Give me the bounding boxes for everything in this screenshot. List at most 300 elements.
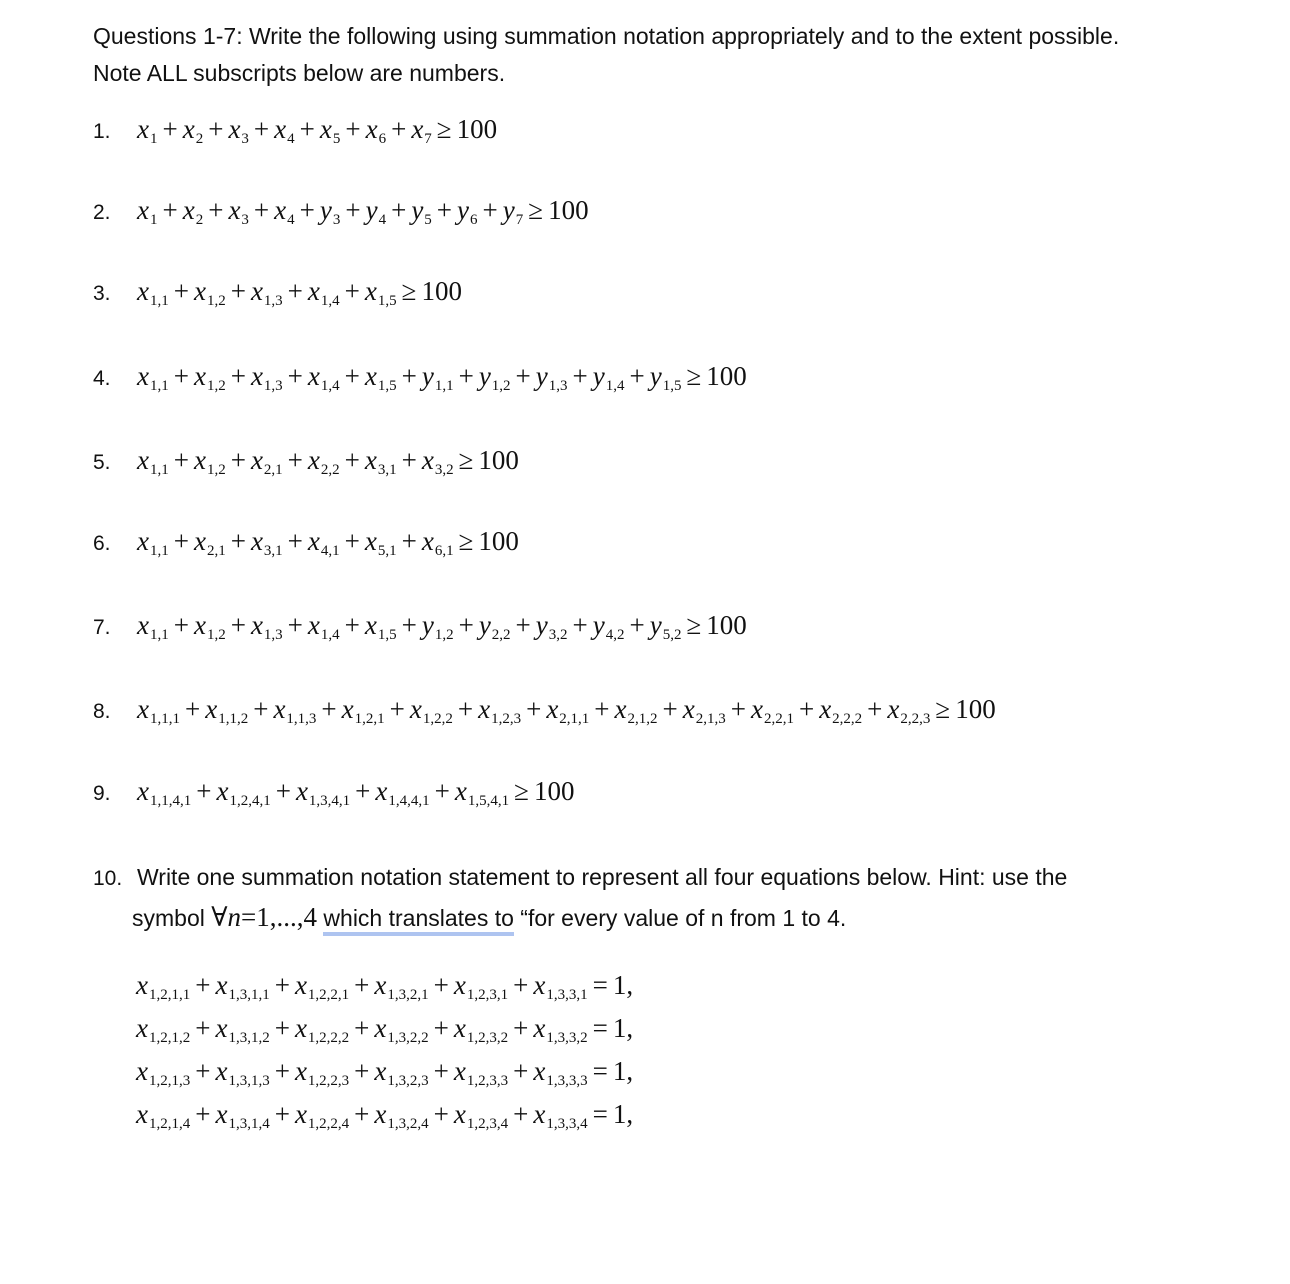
- variable-term: $x_{1,3,1,2}$: [215, 1013, 270, 1046]
- variable-term: $x_{1,2,4,1}$: [216, 776, 271, 809]
- plus-sign: +: [401, 526, 417, 556]
- plus-sign: +: [629, 610, 645, 640]
- plus-sign: +: [354, 1099, 370, 1129]
- relation-sign: ≥: [401, 276, 417, 306]
- plus-sign: +: [173, 526, 189, 556]
- subscript: 5,1: [377, 543, 397, 559]
- question-item: [93, 610, 747, 654]
- variable-term: $y_5$: [411, 195, 432, 228]
- plus-sign: +: [162, 195, 178, 225]
- variable-term: $x_{1,3,1,4}$: [215, 1099, 270, 1132]
- relation-sign: ≥: [686, 610, 702, 640]
- subscript: 1,1: [149, 627, 169, 643]
- variable-term: $x_{6,1}$: [421, 526, 454, 559]
- plus-sign: +: [355, 776, 371, 806]
- subscript: 1,4: [320, 627, 340, 643]
- variable-term: $y_7$: [502, 195, 524, 228]
- subscript: 1,2,1,1: [148, 987, 191, 1003]
- variable-term: $x_{3,1}$: [250, 526, 283, 559]
- variable-term: $y_{3,2}$: [535, 610, 568, 643]
- subscript: 1,2: [434, 627, 454, 643]
- question-number: 9.: [93, 782, 111, 805]
- highlighted-text[interactable]: which translates to: [323, 905, 513, 936]
- system-equation: [136, 1013, 633, 1056]
- plus-sign: +: [391, 195, 407, 225]
- subscript: 2,2: [491, 627, 511, 643]
- variable-term: $x_{1,1}$: [137, 610, 169, 643]
- variable-term: $x_{1,2,1}$: [341, 694, 385, 727]
- variable-term: $x_{1,2}$: [193, 610, 226, 643]
- variable-term: $x_{1,2,3,2}$: [453, 1013, 509, 1046]
- variable-term: $x_{1,2,2}$: [409, 694, 453, 727]
- subscript: 1,3,3,3: [546, 1073, 588, 1089]
- subscript: 1,2,2,1: [307, 987, 350, 1003]
- variable-term: $y_{4,2}$: [592, 610, 625, 643]
- equation: [137, 445, 519, 479]
- subscript: 1,3,1,4: [228, 1116, 270, 1132]
- relation-sign: =: [592, 1056, 608, 1086]
- variable-term: $x_{2,1,3}$: [682, 694, 726, 727]
- plus-sign: +: [230, 276, 246, 306]
- plus-sign: +: [515, 610, 531, 640]
- variable-term: $y_{1,4}$: [592, 361, 625, 394]
- variable-term: $x_{1,3}$: [250, 276, 283, 309]
- relation-sign: ≥: [686, 361, 702, 391]
- plus-sign: +: [208, 114, 224, 144]
- variable-term: $x_{1,1,3}$: [273, 694, 317, 727]
- plus-sign: +: [287, 610, 303, 640]
- variable-term: $x_{1,3}$: [250, 361, 283, 394]
- question-10-suffix: “for every value of n from 1 to 4.: [520, 905, 847, 931]
- question-10-symbol-word: symbol: [132, 905, 205, 931]
- plus-sign: +: [436, 195, 453, 225]
- range-text: =1,...,4: [241, 902, 318, 932]
- subscript: 1,2,3: [491, 711, 522, 727]
- question-item: [93, 526, 519, 570]
- plus-sign: +: [354, 1056, 370, 1086]
- subscript: 5: [424, 212, 432, 228]
- question-number: 2.: [93, 201, 111, 224]
- forall-symbol: ∀: [211, 902, 228, 932]
- variable-term: $x_{1,2}$: [193, 276, 226, 309]
- variable-term: $x_{1,2,3,3}$: [453, 1056, 509, 1089]
- variable-term: $y_6$: [457, 195, 478, 228]
- plus-sign: +: [798, 694, 815, 724]
- right-hand-side: 100: [478, 445, 519, 475]
- variable-term: $x_{1,2,1,4}$: [136, 1099, 191, 1132]
- plus-sign: +: [344, 445, 360, 475]
- right-hand-side: 100: [456, 114, 498, 144]
- plus-sign: +: [515, 361, 531, 391]
- subscript: 3: [241, 212, 249, 228]
- plus-sign: +: [173, 445, 189, 475]
- subscript: 2,2,3: [900, 711, 931, 727]
- variable-term: $y_{1,5}$: [649, 361, 682, 394]
- plus-sign: +: [345, 114, 361, 144]
- subscript: 1,3,3,2: [546, 1030, 588, 1046]
- variable-term: $x_{1,4}$: [307, 361, 340, 394]
- plus-sign: +: [195, 1013, 211, 1043]
- instructions-line-2: Note ALL subscripts below are numbers.: [93, 60, 506, 86]
- variable-term: $x_{2,1,1}$: [546, 694, 590, 727]
- relation-sign: =: [592, 1099, 608, 1129]
- plus-sign: +: [274, 1099, 290, 1129]
- variable-term: $y_{1,1}$: [421, 361, 454, 394]
- plus-sign: +: [345, 195, 361, 225]
- plus-sign: +: [275, 776, 291, 806]
- subscript: 6: [378, 131, 387, 147]
- plus-sign: +: [344, 276, 360, 306]
- variable-term: $x_7$: [411, 114, 432, 147]
- system-equation: [136, 970, 633, 1013]
- plus-sign: +: [401, 610, 417, 640]
- subscript: 1,3,3,4: [546, 1116, 588, 1132]
- subscript: 1,2,2,4: [307, 1116, 350, 1132]
- equation: [137, 276, 462, 310]
- variable-term: $x_{2,2,1}$: [750, 694, 794, 727]
- subscript: 1,2,1,4: [148, 1116, 191, 1132]
- equation-system: [136, 970, 633, 1142]
- variable-term: $x_{1,5}$: [364, 610, 397, 643]
- subscript: 3: [332, 212, 341, 228]
- subscript: 1,1: [434, 378, 454, 394]
- subscript: 2,2,2: [832, 711, 863, 727]
- variable-term: $x_{1,3,2,2}$: [374, 1013, 429, 1046]
- plus-sign: +: [572, 361, 588, 391]
- variable-term: $y_{1,3}$: [535, 361, 568, 394]
- right-hand-side: 1,: [612, 1056, 634, 1086]
- forall-expression: [211, 902, 317, 932]
- variable-term: $x_{1,2,1,2}$: [136, 1013, 191, 1046]
- plus-sign: +: [730, 694, 746, 724]
- plus-sign: +: [482, 195, 498, 225]
- question-item: [93, 361, 747, 405]
- plus-sign: +: [195, 970, 211, 1000]
- plus-sign: +: [162, 114, 178, 144]
- subscript: 1,4,4,1: [388, 793, 430, 809]
- subscript: 1,1,3: [286, 711, 317, 727]
- subscript: 1,2: [206, 378, 226, 394]
- plus-sign: +: [287, 526, 303, 556]
- subscript: 1: [149, 212, 158, 228]
- subscript: 1,3,4,1: [308, 793, 351, 809]
- subscript: 2,1,1: [559, 711, 590, 727]
- question-item: [93, 776, 574, 820]
- instructions-line-1: Questions 1-7: Write the following using summation notation appropriately and to the extent possible.: [93, 23, 1120, 49]
- variable-term: $y_{5,2}$: [649, 610, 682, 643]
- variable-term: $x_3$: [228, 114, 249, 147]
- equation: [137, 526, 519, 560]
- plus-sign: +: [867, 694, 883, 724]
- subscript: 1,3: [548, 378, 568, 394]
- variable-term: $x_{1,5}$: [364, 361, 397, 394]
- subscript: 5,2: [662, 627, 682, 643]
- subscript: 1,5: [662, 378, 682, 394]
- subscript: 1,2,1,2: [148, 1030, 191, 1046]
- variable-term: $x_{1,3,4,1}$: [295, 776, 351, 809]
- plus-sign: +: [230, 361, 246, 391]
- subscript: 1,5: [377, 293, 397, 309]
- variable-term: $x_{3,2}$: [421, 445, 454, 478]
- subscript: 1,1: [149, 543, 169, 559]
- right-hand-side: 1,: [612, 1099, 634, 1129]
- plus-sign: +: [354, 970, 370, 1000]
- subscript: 1,2,1,3: [148, 1073, 191, 1089]
- subscript: 3,1: [263, 543, 283, 559]
- variable-term: $x_{1,1,2}$: [205, 694, 249, 727]
- plus-sign: +: [195, 1056, 211, 1086]
- variable-term: $x_{1,3,2,1}$: [374, 970, 429, 1003]
- plus-sign: +: [184, 694, 201, 724]
- subscript: 1,2,3,4: [466, 1116, 509, 1132]
- variable-term: $x_4$: [274, 114, 295, 147]
- variable-term: $y_4$: [365, 195, 387, 228]
- question-number: 3.: [93, 282, 111, 305]
- subscript: 1,4: [320, 293, 340, 309]
- subscript: 4: [287, 212, 295, 228]
- variable-term: $y_3$: [319, 195, 341, 228]
- variable-term: $x_{1,3,2,4}$: [374, 1099, 429, 1132]
- relation-sign: =: [592, 970, 608, 1000]
- subscript: 1,3,1,3: [228, 1073, 270, 1089]
- subscript: 1,2: [206, 627, 226, 643]
- subscript: 1,1,1: [149, 711, 180, 727]
- subscript: 1,5,4,1: [467, 793, 510, 809]
- subscript: 2,1,2: [627, 711, 658, 727]
- right-hand-side: 100: [955, 694, 996, 724]
- subscript: 1,2,3,2: [466, 1030, 509, 1046]
- plus-sign: +: [344, 361, 360, 391]
- subscript: 1,3,2,3: [387, 1073, 429, 1089]
- subscript: 6: [470, 212, 478, 228]
- variable-term: $x_{1,2,2,3}$: [294, 1056, 350, 1089]
- plus-sign: +: [433, 1099, 449, 1129]
- plus-sign: +: [173, 276, 189, 306]
- right-hand-side: 1,: [612, 1013, 634, 1043]
- plus-sign: +: [196, 776, 212, 806]
- subscript: 3,1: [377, 462, 397, 478]
- variable-term: $x_{3,1}$: [364, 445, 397, 478]
- subscript: 7: [424, 131, 432, 147]
- plus-sign: +: [572, 610, 588, 640]
- variable-term: $x_1$: [137, 195, 158, 228]
- relation-sign: ≥: [935, 694, 951, 724]
- plus-sign: +: [287, 276, 303, 306]
- plus-sign: +: [513, 970, 529, 1000]
- plus-sign: +: [458, 610, 474, 640]
- variable-term: $x_{1,5,4,1}$: [454, 776, 510, 809]
- plus-sign: +: [513, 1056, 529, 1086]
- plus-sign: +: [344, 610, 360, 640]
- question-10-text: Write one summation notation statement to represent all four equations below. Hint: use the: [137, 864, 1068, 890]
- variable-term: $x_{1,3,3,1}$: [533, 970, 588, 1003]
- variable-term: $x_{1,2,3}$: [478, 694, 522, 727]
- plus-sign: +: [662, 694, 678, 724]
- plus-sign: +: [287, 445, 303, 475]
- subscript: 3,2: [434, 462, 454, 478]
- plus-sign: +: [299, 195, 315, 225]
- variable-term: $x_{2,1}$: [193, 526, 226, 559]
- question-item: [93, 195, 589, 239]
- plus-sign: +: [344, 526, 360, 556]
- question-number: 5.: [93, 451, 111, 474]
- subscript: 1,5: [377, 378, 397, 394]
- subscript: 1,2,2,3: [307, 1073, 350, 1089]
- subscript: 1,3: [263, 627, 283, 643]
- variable-term: $x_{1,1,1}$: [137, 694, 180, 727]
- subscript: 1,2,3,1: [466, 987, 509, 1003]
- subscript: 4,1: [320, 543, 340, 559]
- plus-sign: +: [274, 970, 290, 1000]
- subscript: 1,3,3,1: [546, 987, 588, 1003]
- variable-term: $x_{1,3,3,4}$: [533, 1099, 588, 1132]
- subscript: 7: [515, 212, 524, 228]
- variable-term: $x_{1,3,3,3}$: [533, 1056, 588, 1089]
- equation: [137, 694, 996, 728]
- plus-sign: +: [173, 610, 189, 640]
- variable-term: $x_{1,2}$: [193, 361, 226, 394]
- subscript: 1,2,3,3: [466, 1073, 509, 1089]
- right-hand-side: 1,: [612, 970, 634, 1000]
- subscript: 1,2: [206, 293, 226, 309]
- subscript: 6,1: [434, 543, 454, 559]
- variable-term: $x_{1,3}$: [250, 610, 283, 643]
- variable-term: $y_{1,2}$: [478, 361, 511, 394]
- subscript: 1,2: [491, 378, 511, 394]
- variable-term: $x_{1,2,3,1}$: [453, 970, 509, 1003]
- equation: [137, 114, 497, 148]
- plus-sign: +: [173, 361, 189, 391]
- question-item: [93, 276, 462, 320]
- plus-sign: +: [274, 1056, 290, 1086]
- plus-sign: +: [401, 361, 417, 391]
- question-item: [93, 445, 519, 489]
- variable-term: $x_{1,1}$: [137, 276, 169, 309]
- subscript: 3,2: [548, 627, 568, 643]
- plus-sign: +: [434, 776, 450, 806]
- subscript: 1,1: [149, 462, 169, 478]
- plus-sign: +: [253, 694, 269, 724]
- plus-sign: +: [458, 361, 474, 391]
- right-hand-side: 100: [706, 610, 747, 640]
- subscript: 1,2: [206, 462, 226, 478]
- subscript: 4: [378, 212, 387, 228]
- relation-sign: ≥: [458, 526, 474, 556]
- plus-sign: +: [253, 114, 270, 144]
- plus-sign: +: [629, 361, 645, 391]
- right-hand-side: 100: [533, 776, 575, 806]
- plus-sign: +: [230, 610, 246, 640]
- variable-term: $x_{1,4}$: [307, 276, 340, 309]
- variable-term: $x_{1,2,1,1}$: [136, 970, 191, 1003]
- variable-term: $x_{1,3,2,3}$: [374, 1056, 429, 1089]
- relation-sign: ≥: [458, 445, 474, 475]
- subscript: 1,3,2,1: [387, 987, 429, 1003]
- variable-term: $x_4$: [274, 195, 295, 228]
- question-number: 4.: [93, 367, 111, 390]
- subscript: 4: [287, 131, 295, 147]
- variable-term: $x_{1,3,1,3}$: [215, 1056, 270, 1089]
- variable-term: $x_{2,2}$: [307, 445, 340, 478]
- variable-term: $x_{5,1}$: [364, 526, 397, 559]
- subscript: 2,1: [206, 543, 226, 559]
- equation: [137, 195, 589, 229]
- variable-term: $x_{1,2,2,4}$: [294, 1099, 350, 1132]
- question-item: [93, 694, 996, 738]
- variable-term: $x_2$: [182, 114, 204, 147]
- subscript: 1,2,2,2: [307, 1030, 350, 1046]
- plus-sign: +: [208, 195, 224, 225]
- plus-sign: +: [433, 1056, 449, 1086]
- variable-term: $x_{1,1}$: [137, 361, 169, 394]
- question-item: [93, 114, 497, 158]
- subscript: 2,1: [263, 462, 283, 478]
- subscript: 1,3,2,2: [387, 1030, 429, 1046]
- variable-term: $y_{1,2}$: [421, 610, 454, 643]
- plus-sign: +: [391, 114, 407, 144]
- subscript: 1,5: [377, 627, 397, 643]
- relation-sign: =: [592, 1013, 608, 1043]
- variable-term: $x_{1,4}$: [307, 610, 340, 643]
- equation: [137, 610, 747, 644]
- variable-term: $x_{1,2,1,3}$: [136, 1056, 191, 1089]
- question-number: 10.: [93, 867, 123, 890]
- variable-term: $x_{1,2}$: [193, 445, 226, 478]
- variable-n: n: [227, 902, 242, 932]
- equation: [137, 776, 574, 810]
- variable-term: $x_6$: [365, 114, 387, 147]
- plus-sign: +: [513, 1013, 529, 1043]
- variable-term: $x_{4,1}$: [307, 526, 340, 559]
- system-equation: [136, 1056, 633, 1099]
- right-hand-side: 100: [548, 195, 589, 225]
- system-equation: [136, 1099, 633, 1142]
- variable-term: $x_{1,2,2,2}$: [294, 1013, 350, 1046]
- subscript: 1,3: [263, 293, 283, 309]
- plus-sign: +: [321, 694, 337, 724]
- plus-sign: +: [274, 1013, 290, 1043]
- subscript: 1,2,1: [354, 711, 385, 727]
- variable-term: $x_{1,3,1,1}$: [215, 970, 270, 1003]
- variable-term: $x_{2,1,2}$: [614, 694, 658, 727]
- right-hand-side: 100: [421, 276, 462, 306]
- variable-term: $x_{1,2,3,4}$: [453, 1099, 509, 1132]
- variable-term: $x_{1,4,4,1}$: [375, 776, 430, 809]
- subscript: 4,2: [605, 627, 625, 643]
- plus-sign: +: [299, 114, 315, 144]
- plus-sign: +: [513, 1099, 529, 1129]
- variable-term: $x_{1,1}$: [137, 445, 169, 478]
- question-number: 7.: [93, 616, 111, 639]
- plus-sign: +: [433, 970, 449, 1000]
- subscript: 3: [241, 131, 249, 147]
- subscript: 1: [149, 131, 158, 147]
- variable-term: $x_{1,2,2,1}$: [294, 970, 350, 1003]
- relation-sign: ≥: [514, 776, 529, 806]
- variable-term: $x_{2,2,3}$: [887, 694, 931, 727]
- subscript: 1,1: [149, 293, 169, 309]
- subscript: 1,1: [149, 378, 169, 394]
- subscript: 2,1,3: [695, 711, 726, 727]
- plus-sign: +: [389, 694, 405, 724]
- equation: [137, 361, 747, 395]
- subscript: 1,4: [605, 378, 625, 394]
- plus-sign: +: [594, 694, 610, 724]
- variable-term: $x_5$: [319, 114, 341, 147]
- variable-term: $x_1$: [137, 114, 158, 147]
- right-hand-side: 100: [478, 526, 519, 556]
- subscript: 2,2,1: [763, 711, 794, 727]
